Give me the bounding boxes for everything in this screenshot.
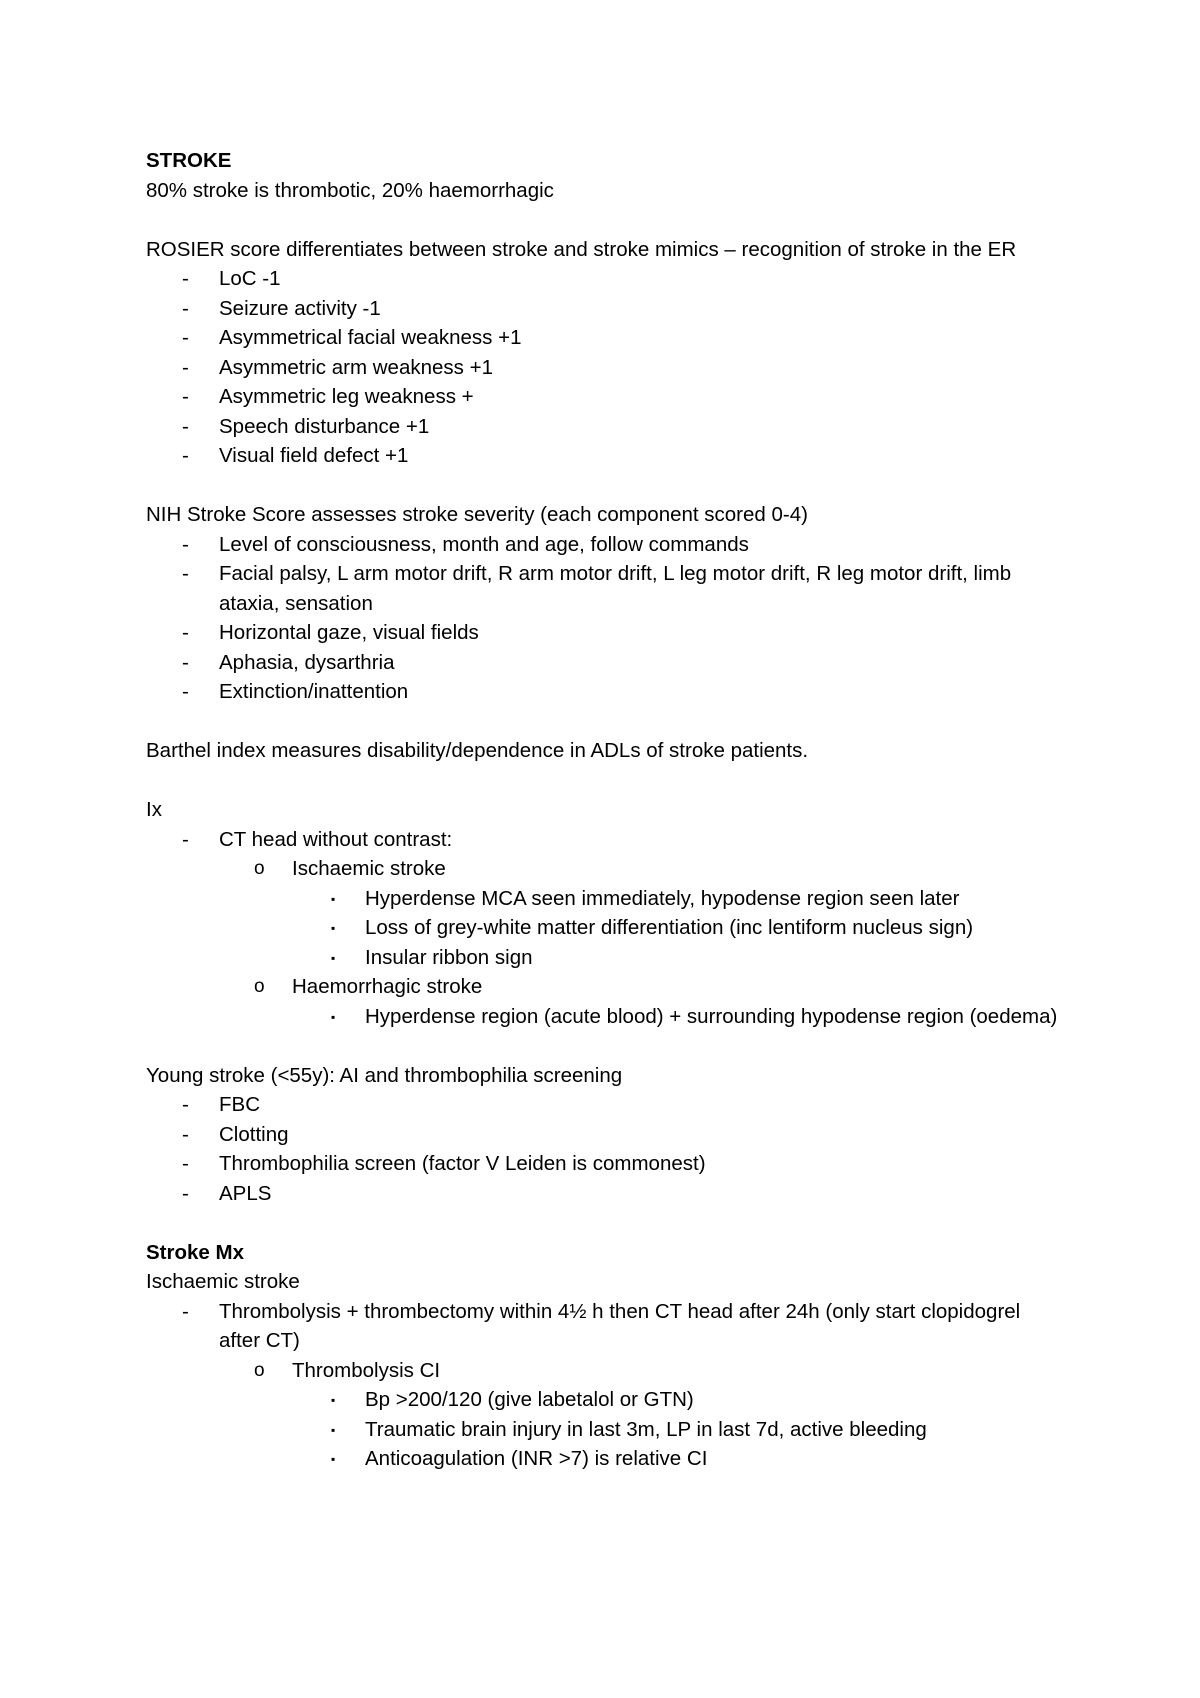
spacer (146, 1208, 1066, 1238)
list-item: o Haemorrhagic stroke (146, 972, 1066, 1002)
dash-marker: - (182, 1181, 189, 1205)
list-item: - Thrombophilia screen (factor V Leiden is commonest) (146, 1149, 1066, 1179)
dash-marker: - (182, 267, 189, 290)
young-stroke-text: Young stroke (<55y): AI and thrombophilia screening (146, 1063, 623, 1087)
dash-marker: - (182, 1299, 189, 1323)
ix-heading: Ix (146, 798, 162, 821)
circle-marker: o (254, 858, 265, 879)
dash-marker: - (182, 414, 189, 438)
dash-marker: - (182, 680, 189, 703)
dash-marker: - (182, 385, 189, 408)
list-item: - Visual field defect +1 (146, 441, 1066, 471)
dash-marker: - (182, 1122, 189, 1146)
dash-marker: - (182, 532, 189, 556)
page-title: STROKE (146, 149, 232, 172)
list-item: - Seizure activity -1 (146, 294, 1066, 324)
list-item: - FBC (146, 1090, 1066, 1120)
list-item: - Horizontal gaze, visual fields (146, 618, 1066, 648)
list-item: ▪ Traumatic brain injury in last 3m, LP in last 7d, active bleeding (146, 1415, 1066, 1445)
list-item: - Level of consciousness, month and age, follow commands (146, 530, 1066, 560)
list-item: - Asymmetrical facial weakness +1 (146, 323, 1066, 353)
list-item: o Thrombolysis CI (146, 1356, 1066, 1386)
list-item: - CT head without contrast: (146, 825, 1066, 855)
dash-marker: - (182, 827, 189, 851)
list-item: - Aphasia, dysarthria (146, 648, 1066, 678)
rosier-text: ROSIER score differentiates between stroke and stroke mimics – recognition of stroke in the ER (146, 237, 1017, 261)
nih-text: NIH Stroke Score assesses stroke severity (each component scored 0-4) (146, 503, 808, 526)
circle-marker: o (254, 976, 265, 997)
list-item: - Thrombolysis + thrombectomy within 4½ h then CT head after 24h (only start clopidogrel after CT) (146, 1297, 1066, 1356)
spacer (146, 707, 1066, 737)
spacer (146, 205, 1066, 235)
dash-marker: - (182, 1152, 189, 1175)
rosier-list (146, 264, 1066, 471)
list-item: - Asymmetric leg weakness + (146, 382, 1066, 412)
young-stroke-list (146, 1090, 1066, 1208)
list-item: ▪ Hyperdense region (acute blood) + surrounding hypodense region (oedema) (146, 1002, 1066, 1032)
square-bullet-icon: ▪ (331, 1393, 336, 1407)
dash-marker: - (182, 621, 189, 644)
list-item: ▪ Hyperdense MCA seen immediately, hypodense region seen later (146, 884, 1066, 914)
dash-marker: - (182, 444, 189, 467)
dash-marker: - (182, 1093, 189, 1116)
list-item: - Clotting (146, 1120, 1066, 1150)
list-item: - Extinction/inattention (146, 677, 1066, 707)
spacer (146, 1031, 1066, 1061)
dash-marker: - (182, 296, 189, 320)
barthel-text: Barthel index measures disability/dependence in ADLs of stroke patients. (146, 739, 809, 762)
list-item: ▪ Insular ribbon sign (146, 943, 1066, 973)
list-item: - Facial palsy, L arm motor drift, R arm motor drift, L leg motor drift, R leg motor drift, limb ataxia, sensation (146, 559, 1066, 618)
list-item: ▪ Loss of grey-white matter differentiation (inc lentiform nucleus sign) (146, 913, 1066, 943)
intro-text: 80% stroke is thrombotic, 20% haemorrhagic (146, 178, 554, 202)
mx-subheading: Ischaemic stroke (146, 1270, 300, 1293)
list-item: - Asymmetric arm weakness +1 (146, 353, 1066, 383)
list-item: o Ischaemic stroke (146, 854, 1066, 884)
list-item: ▪ Bp >200/120 (give labetalol or GTN) (146, 1385, 1066, 1415)
list-item: - Speech disturbance +1 (146, 412, 1066, 442)
spacer (146, 471, 1066, 501)
square-bullet-icon: ▪ (331, 921, 336, 935)
square-bullet-icon: ▪ (331, 950, 336, 965)
list-item: ▪ Anticoagulation (INR >7) is relative CI (146, 1444, 1066, 1474)
list-item: - APLS (146, 1179, 1066, 1209)
mx-heading: Stroke Mx (146, 1240, 244, 1264)
nih-list (146, 530, 1066, 707)
dash-marker: - (182, 562, 189, 585)
square-bullet-icon: ▪ (331, 1422, 336, 1437)
square-bullet-icon: ▪ (331, 1452, 336, 1466)
square-bullet-icon: ▪ (331, 1009, 336, 1024)
spacer (146, 766, 1066, 796)
square-bullet-icon: ▪ (331, 891, 336, 906)
dash-marker: - (182, 355, 189, 379)
circle-marker: o (254, 1359, 265, 1381)
dash-marker: - (182, 326, 189, 349)
list-item: - LoC -1 (146, 264, 1066, 294)
dash-marker: - (182, 650, 189, 674)
document-page (146, 146, 1066, 1474)
